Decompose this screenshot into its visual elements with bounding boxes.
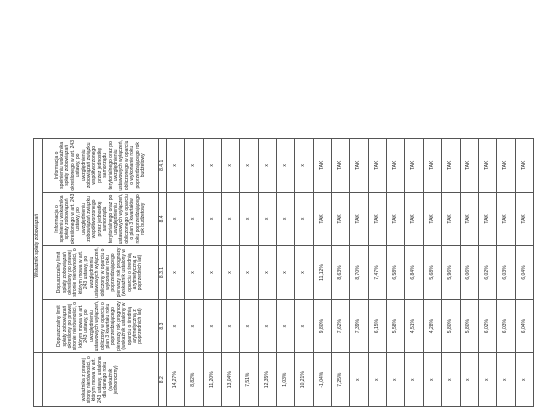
section-title: Wskaźnik spłaty zobowiązań	[34, 139, 43, 353]
table-cell: x	[240, 192, 258, 246]
table-row	[515, 139, 533, 407]
table-row	[258, 139, 276, 407]
table-cell: 6,03%	[497, 246, 515, 300]
table-cell: x	[295, 139, 313, 193]
table-cell: x	[277, 299, 295, 353]
table-cell: 8,82%	[185, 353, 203, 407]
table-cell: TAK	[478, 139, 496, 193]
table-row	[240, 139, 258, 407]
table-cell: x	[185, 299, 203, 353]
table-cell: TAK	[368, 192, 386, 246]
table-row	[277, 139, 295, 407]
table-cell: TAK	[313, 139, 331, 193]
table-cell: x	[185, 139, 203, 193]
table-cell: TAK	[313, 192, 331, 246]
corner-cell	[34, 353, 43, 407]
table-row	[185, 139, 203, 407]
table-cell: x	[222, 192, 240, 246]
table-cell: TAK	[387, 139, 405, 193]
table-cell: -1,04%	[313, 353, 331, 407]
table-cell: 5,96%	[442, 246, 460, 300]
table-row	[368, 139, 386, 407]
table-cell: x	[167, 139, 185, 193]
column-header-0: Dopuszczalny limit spłaty zobowiązań określony po prawej stronie nierówności, o którym mowa w art. 243 ustawy, po uwzględnieniu ustawowych wyłączeń, obliczony w oparciu o plan 3 kwartału roku poprzedzającego pierwszy rok prognozy (wskaźnik ustalony w oparciu o średnią arytmetyczną z poprzednich lat)	[43, 299, 159, 353]
table-cell: TAK	[442, 139, 460, 193]
table-cell: x	[295, 246, 313, 300]
table-cell: 4,28%	[423, 299, 441, 353]
table-cell: 7,25%	[332, 353, 350, 407]
column-header-1: Dopuszczalny limit spłaty zobowiązań określony po prawej stronie nierówności, o którym mowa w art. 243 ustawy, po uwzględnieniu ustawowych wyłączeń, obliczony w oparciu o wykonanie roku poprzedzającego pierwszy rok prognozy (wskaźnik ustalony w oparciu o średnią arytmetyczną z poprzednich lat)	[43, 246, 159, 300]
table-cell: 11,20%	[203, 353, 221, 407]
table-cell: TAK	[442, 192, 460, 246]
table-cell: 8,63%	[332, 246, 350, 300]
column-code-0: 8.3	[159, 299, 167, 353]
table-cell: x	[240, 246, 258, 300]
table-row	[332, 139, 350, 407]
table-row	[295, 139, 313, 407]
column-header-3: Informacja o spełnieniu wskaźnika spłaty zobowiązań określonego w art. 243 ustawy, po uwzględnieniu zobowiązań związku współtworzonego przez jednostkę samorządu terytorialnego oraz po uwzględnieniu ustawowych wyłączeń, obliczonego w oparciu o wykonanie roku poprzedzającego rok budżetowy	[43, 139, 159, 193]
table-cell: x	[203, 299, 221, 353]
table-cell: x	[387, 353, 405, 407]
table-cell: x	[497, 353, 515, 407]
table-cell: x	[295, 192, 313, 246]
rotated-table-container	[33, 138, 534, 407]
table-cell: x	[203, 192, 221, 246]
table-cell: x	[442, 353, 460, 407]
table-cell: 9,80%	[313, 299, 331, 353]
table-cell: 13,04%	[222, 353, 240, 407]
table-cell: 6,06%	[460, 246, 478, 300]
table-cell: 6,15%	[368, 299, 386, 353]
table-row	[405, 139, 423, 407]
table-cell: x	[185, 192, 203, 246]
table-row	[167, 139, 185, 407]
table-cell: x	[240, 139, 258, 193]
table-cell: x	[478, 353, 496, 407]
table-cell: 5,58%	[387, 299, 405, 353]
table-row	[387, 139, 405, 407]
column-code-2: 8.4	[159, 192, 167, 246]
table-cell: x	[350, 353, 368, 407]
table-cell: TAK	[515, 139, 533, 193]
table-cell: x	[460, 353, 478, 407]
table-cell: 4,51%	[405, 299, 423, 353]
table-cell: TAK	[423, 192, 441, 246]
table-cell: 14,27%	[167, 353, 185, 407]
table-cell: x	[240, 299, 258, 353]
table-cell: x	[277, 192, 295, 246]
table-row	[442, 139, 460, 407]
table-row	[478, 139, 496, 407]
table-cell: x	[167, 192, 185, 246]
column-code-left: 8.2	[159, 353, 167, 407]
table-cell: x	[167, 246, 185, 300]
table-cell: x	[368, 353, 386, 407]
column-header-2: Informacja o spełnieniu wskaźnika spłaty zobowiązań określonego w art. 243 ustawy, po uwzględnieniu zobowiązań związku współtworzonego przez jednostkę samorządu terytorialnego oraz po uwzględnieniu ustawowych wyłączeń, obliczonego w oparciu o plan 3 kwartałów roku poprzedzającego rok budżetowy	[43, 192, 159, 246]
column-code-3: 8.4.1	[159, 139, 167, 193]
table-cell: TAK	[497, 139, 515, 193]
table-cell: x	[167, 299, 185, 353]
table-cell: 6,04%	[515, 246, 533, 300]
table-row	[313, 139, 331, 407]
table-cell: TAK	[387, 192, 405, 246]
table-cell: 6,02%	[478, 299, 496, 353]
debt-indicator-table	[33, 138, 534, 407]
table-row	[350, 139, 368, 407]
table-cell: 1,03%	[277, 353, 295, 407]
table-cell: 5,68%	[423, 246, 441, 300]
table-row	[222, 139, 240, 407]
table-cell: x	[258, 139, 276, 193]
table-cell: x	[203, 246, 221, 300]
table-cell: TAK	[350, 139, 368, 193]
table-cell: 11,12%	[313, 246, 331, 300]
table-cell: 5,80%	[460, 299, 478, 353]
table-cell: x	[295, 299, 313, 353]
table-cell: 12,35%	[258, 353, 276, 407]
table-cell: x	[222, 139, 240, 193]
table-cell: 6,84%	[405, 246, 423, 300]
table-cell: 10,21%	[295, 353, 313, 407]
table-cell: 7,39%	[350, 299, 368, 353]
table-cell: TAK	[515, 192, 533, 246]
table-cell: x	[258, 299, 276, 353]
table-row	[460, 139, 478, 407]
table-cell: TAK	[497, 192, 515, 246]
table-cell: 6,58%	[387, 246, 405, 300]
table-cell: 7,47%	[368, 246, 386, 300]
table-cell: x	[258, 246, 276, 300]
table-cell: x	[515, 353, 533, 407]
table-cell: 7,51%	[240, 353, 258, 407]
table-row	[203, 139, 221, 407]
table-cell: TAK	[460, 139, 478, 193]
column-code-1: 8.3.1	[159, 246, 167, 300]
table-cell: x	[222, 246, 240, 300]
table-cell: TAK	[405, 192, 423, 246]
table-cell: TAK	[332, 139, 350, 193]
table-cell: TAK	[405, 139, 423, 193]
table-cell: x	[185, 246, 203, 300]
table-cell: x	[423, 353, 441, 407]
table-cell: x	[277, 139, 295, 193]
table-cell: x	[277, 246, 295, 300]
table-cell: 5,80%	[442, 299, 460, 353]
column-header-left: wskaźnika z prawej strony nierówności, o którym mowa w art. 243 ustawy, ustalona dla danego roku (wskaźnik jednoroczny)	[43, 353, 159, 407]
table-cell: TAK	[478, 192, 496, 246]
table-cell: x	[203, 139, 221, 193]
table-cell: TAK	[350, 192, 368, 246]
table-cell: TAK	[460, 192, 478, 246]
table-cell: TAK	[368, 139, 386, 193]
table-cell: TAK	[423, 139, 441, 193]
table-cell: 6,04%	[515, 299, 533, 353]
table-cell: x	[222, 299, 240, 353]
table-cell: 8,70%	[350, 246, 368, 300]
table-cell: 6,03%	[497, 299, 515, 353]
table-cell: x	[405, 353, 423, 407]
table-cell: 7,62%	[332, 299, 350, 353]
table-cell: 6,02%	[478, 246, 496, 300]
table-row	[497, 139, 515, 407]
table-cell: x	[258, 192, 276, 246]
table-row	[423, 139, 441, 407]
table-cell: TAK	[332, 192, 350, 246]
